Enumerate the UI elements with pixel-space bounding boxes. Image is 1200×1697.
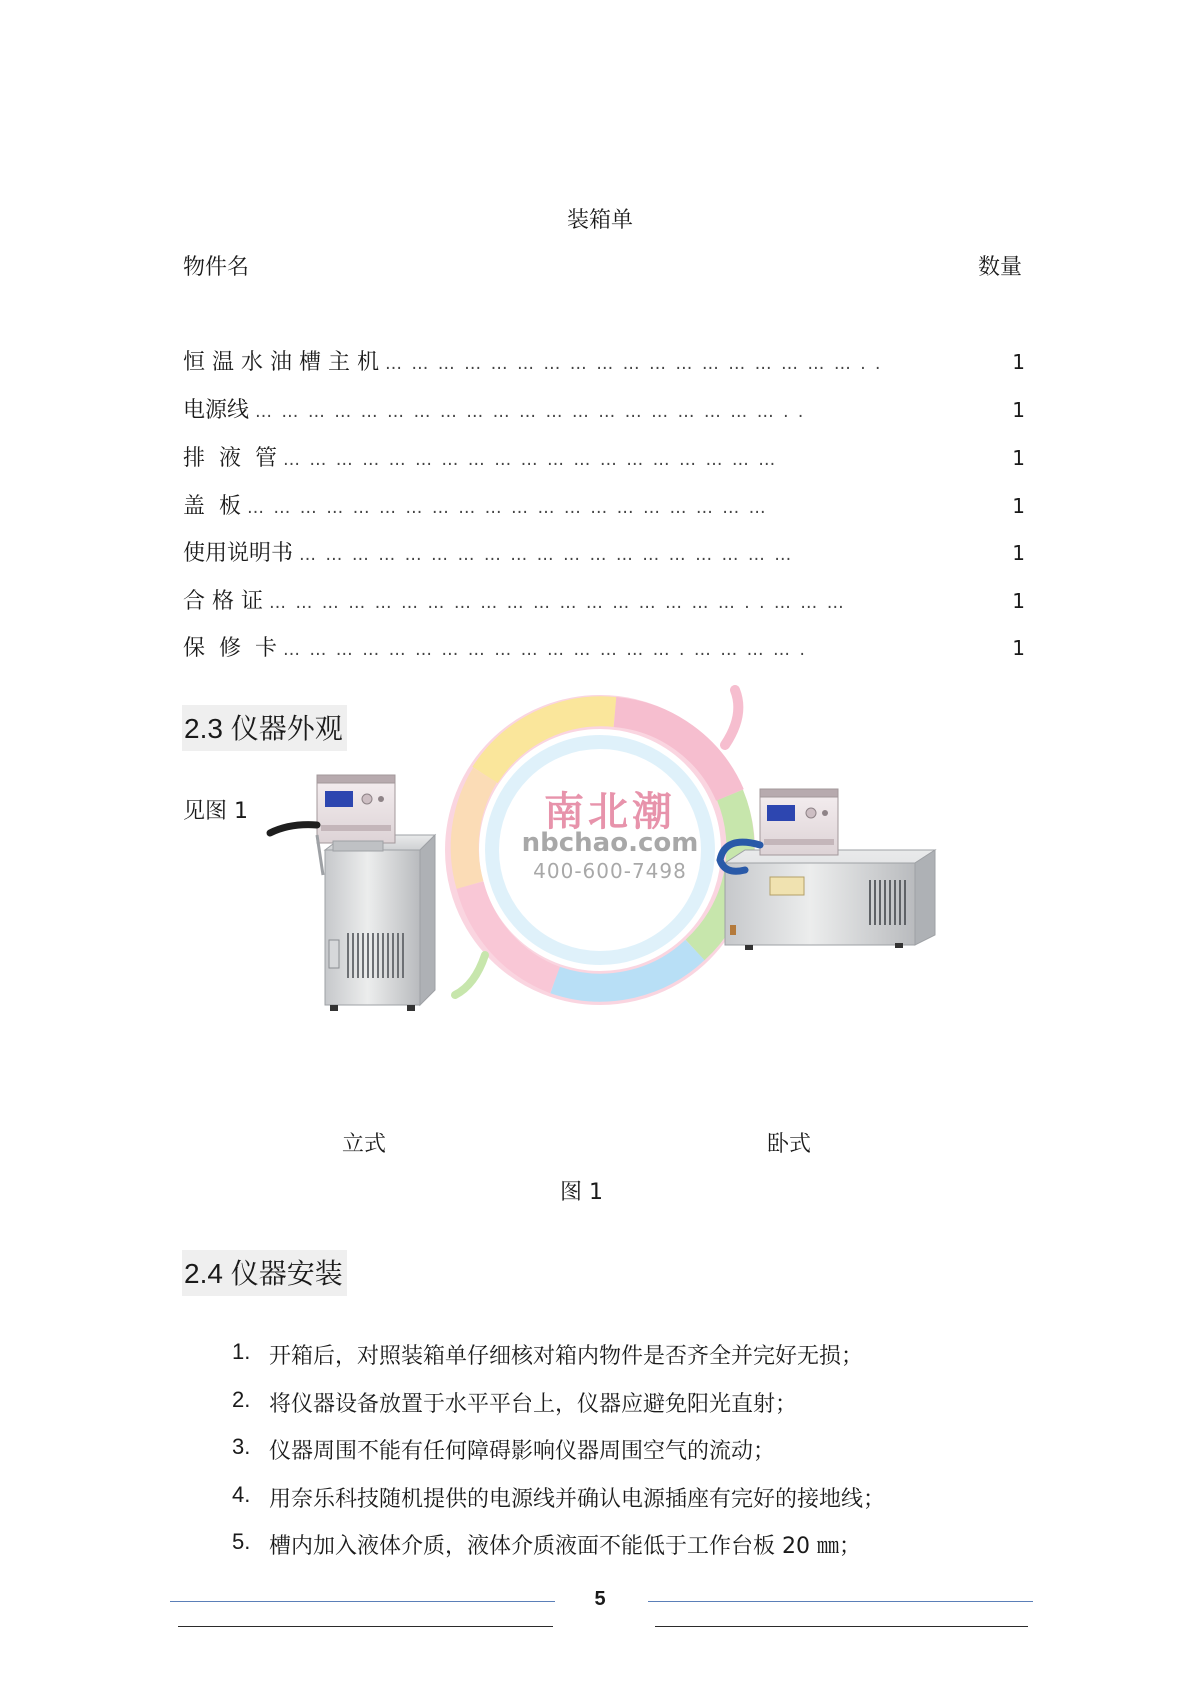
step-number: 5. <box>232 1529 251 1554</box>
watermark-phone: 400-600-7498 <box>533 859 687 883</box>
item-quantity: 1 <box>1012 446 1025 470</box>
packing-list-row <box>183 536 1025 566</box>
step-number: 1. <box>232 1339 251 1364</box>
leader-dots: … … … … … … … … … … … … … … … . … … … … . <box>282 640 807 660</box>
item-name: 恒 温 水 油 槽 主 机 <box>183 350 379 375</box>
item-quantity: 1 <box>1012 541 1025 565</box>
leader-dots: … … … … … … … … … … … … … … … … … … . . <box>384 354 883 374</box>
item-name: 保 修 卡 <box>183 636 277 661</box>
leader-dots: … … … … … … … … … … … … … … … … … … … <box>299 545 794 565</box>
item-quantity: 1 <box>1012 398 1025 422</box>
vertical-bath-unit <box>270 775 435 1011</box>
item-name: 盖 板 <box>183 494 241 519</box>
packing-list-row <box>183 393 1025 423</box>
install-step <box>232 1434 775 1465</box>
page-number: 5 <box>594 1588 606 1610</box>
watermark-brand: 南北潮 <box>544 788 676 835</box>
step-text: 用奈乐科技随机提供的电源线并确认电源插座有完好的接地线； <box>269 1487 886 1512</box>
step-text: 将仪器设备放置于水平平台上，仪器应避免阳光直射； <box>269 1392 798 1417</box>
instrument-illustration <box>255 685 955 1085</box>
step-number: 3. <box>232 1434 251 1459</box>
step-number: 2. <box>232 1387 251 1412</box>
item-quantity: 1 <box>1012 494 1025 518</box>
leader-dots: … … … … … … … … … … … … … … … … … … … … <box>247 498 768 518</box>
item-quantity: 1 <box>1012 636 1025 660</box>
item-name: 合 格 证 <box>183 589 263 614</box>
packing-list-row <box>183 489 1025 519</box>
install-step <box>232 1387 797 1418</box>
leader-dots: … … … … … … … … … … … … … … … … … … . . … … … <box>269 593 846 613</box>
packing-list-title: 装箱单 <box>566 208 633 233</box>
item-name: 使用说明书 <box>183 541 294 566</box>
item-name: 电源线 <box>183 398 250 423</box>
packing-list-row <box>183 441 1025 471</box>
packing-list-row <box>183 631 1025 661</box>
figure-1 <box>255 685 955 1085</box>
leader-dots: … … … … … … … … … … … … … … … … … … … <box>282 450 778 470</box>
section-heading-appearance: 2.3 仪器外观 <box>182 705 347 751</box>
horizontal-bath-unit <box>720 789 935 950</box>
item-quantity: 1 <box>1012 589 1025 613</box>
figure-caption: 图 1 <box>560 1180 603 1205</box>
quantity-header: 数量 <box>977 255 1022 280</box>
caption-vertical: 立式 <box>342 1132 387 1157</box>
item-quantity: 1 <box>1012 350 1025 374</box>
footer-rule-left-bottom <box>178 1626 553 1627</box>
step-text: 开箱后，对照装箱单仔细核对箱内物件是否齐全并完好无损； <box>269 1344 864 1369</box>
leader-dots: … … … … … … … … … … … … … … … … … … … … . . <box>255 402 806 422</box>
caption-horizontal: 卧式 <box>767 1132 812 1157</box>
item-name-header: 物件名 <box>183 255 250 280</box>
item-name: 排 液 管 <box>183 446 277 471</box>
step-number: 4. <box>232 1482 251 1507</box>
packing-list-row <box>183 584 1025 614</box>
step-text: 仪器周围不能有任何障碍影响仪器周围空气的流动； <box>269 1439 776 1464</box>
packing-list-row <box>183 345 1025 375</box>
footer-rule-right-bottom <box>655 1626 1028 1627</box>
section-heading-installation: 2.4 仪器安装 <box>182 1250 347 1296</box>
watermark-site: nbchao.com <box>521 828 699 858</box>
install-step <box>232 1339 863 1370</box>
install-step <box>232 1482 885 1513</box>
install-step <box>232 1529 861 1560</box>
figure-reference: 见图 1 <box>183 799 248 824</box>
step-text: 槽内加入液体介质，液体介质液面不能低于工作台板 20 ㎜； <box>269 1534 861 1559</box>
